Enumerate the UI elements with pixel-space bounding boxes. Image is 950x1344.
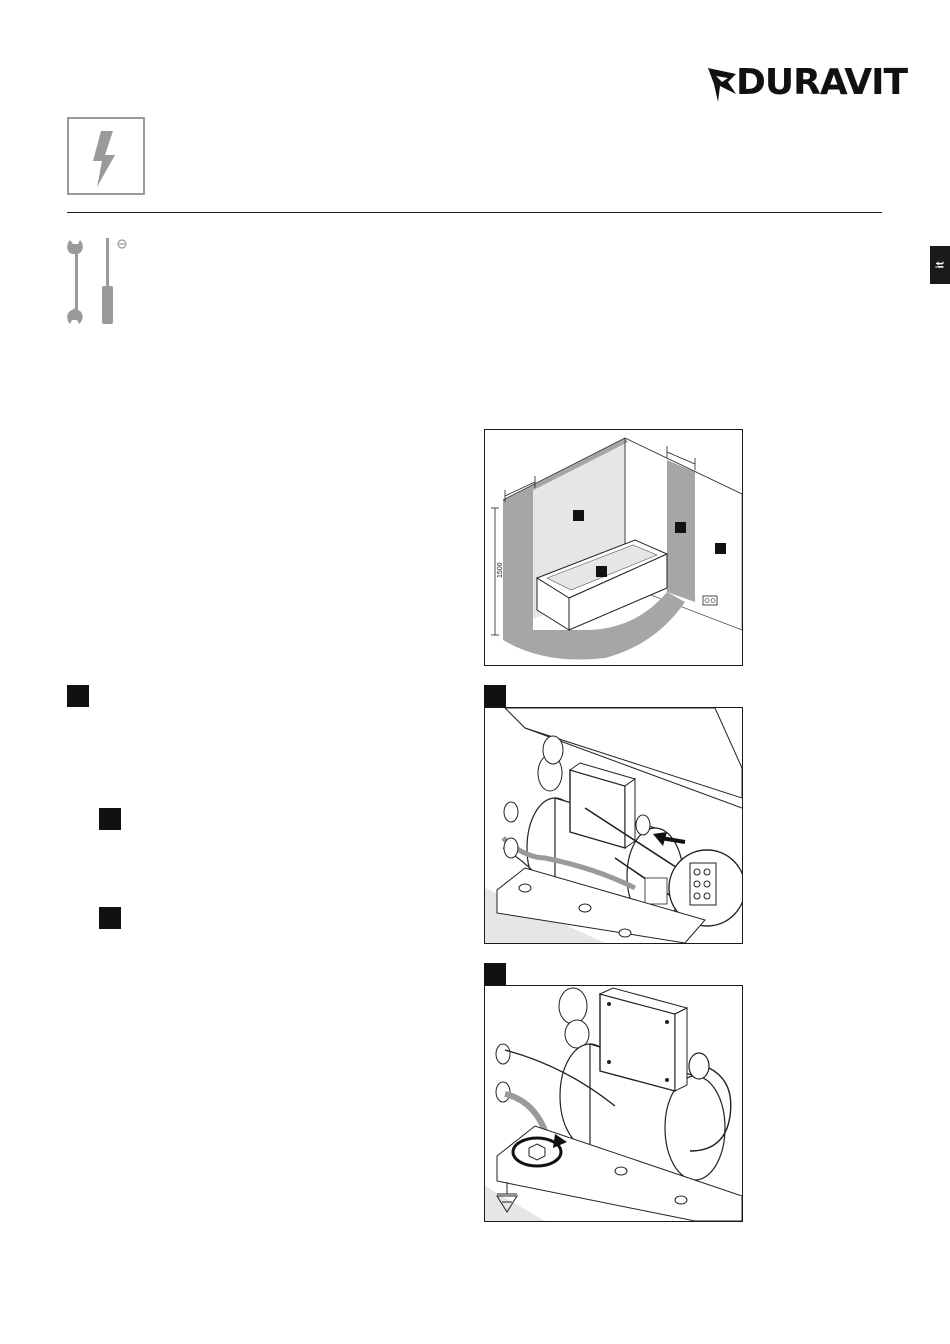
brand-logo — [706, 62, 908, 106]
zone-marker — [675, 522, 686, 533]
lightning-bolt-icon — [69, 119, 143, 193]
screwdriver-icon — [102, 238, 126, 324]
duravit-bird-icon — [706, 64, 740, 106]
step-marker-1a — [99, 808, 121, 830]
header-divider — [67, 212, 882, 213]
figure-bathroom-zones — [484, 429, 743, 666]
figure-pump-wiring — [484, 707, 743, 944]
zone-marker — [715, 543, 726, 554]
dimension-label-height: 1500 — [497, 562, 504, 578]
figure-ground-connection — [484, 985, 743, 1222]
zone-marker — [596, 566, 607, 577]
wrench-icon — [67, 240, 83, 324]
tools-icon-group — [64, 234, 136, 330]
step-marker-1b — [99, 907, 121, 929]
step-marker-1 — [67, 685, 89, 707]
language-tab[interactable] — [930, 246, 950, 284]
electrical-warning-box — [67, 117, 145, 195]
language-tab-label: it — [933, 261, 946, 269]
brand-name: DURAVIT — [736, 62, 908, 103]
figure-tag-3 — [484, 963, 506, 985]
figure-tag-2 — [484, 685, 506, 707]
zone-marker — [573, 510, 584, 521]
